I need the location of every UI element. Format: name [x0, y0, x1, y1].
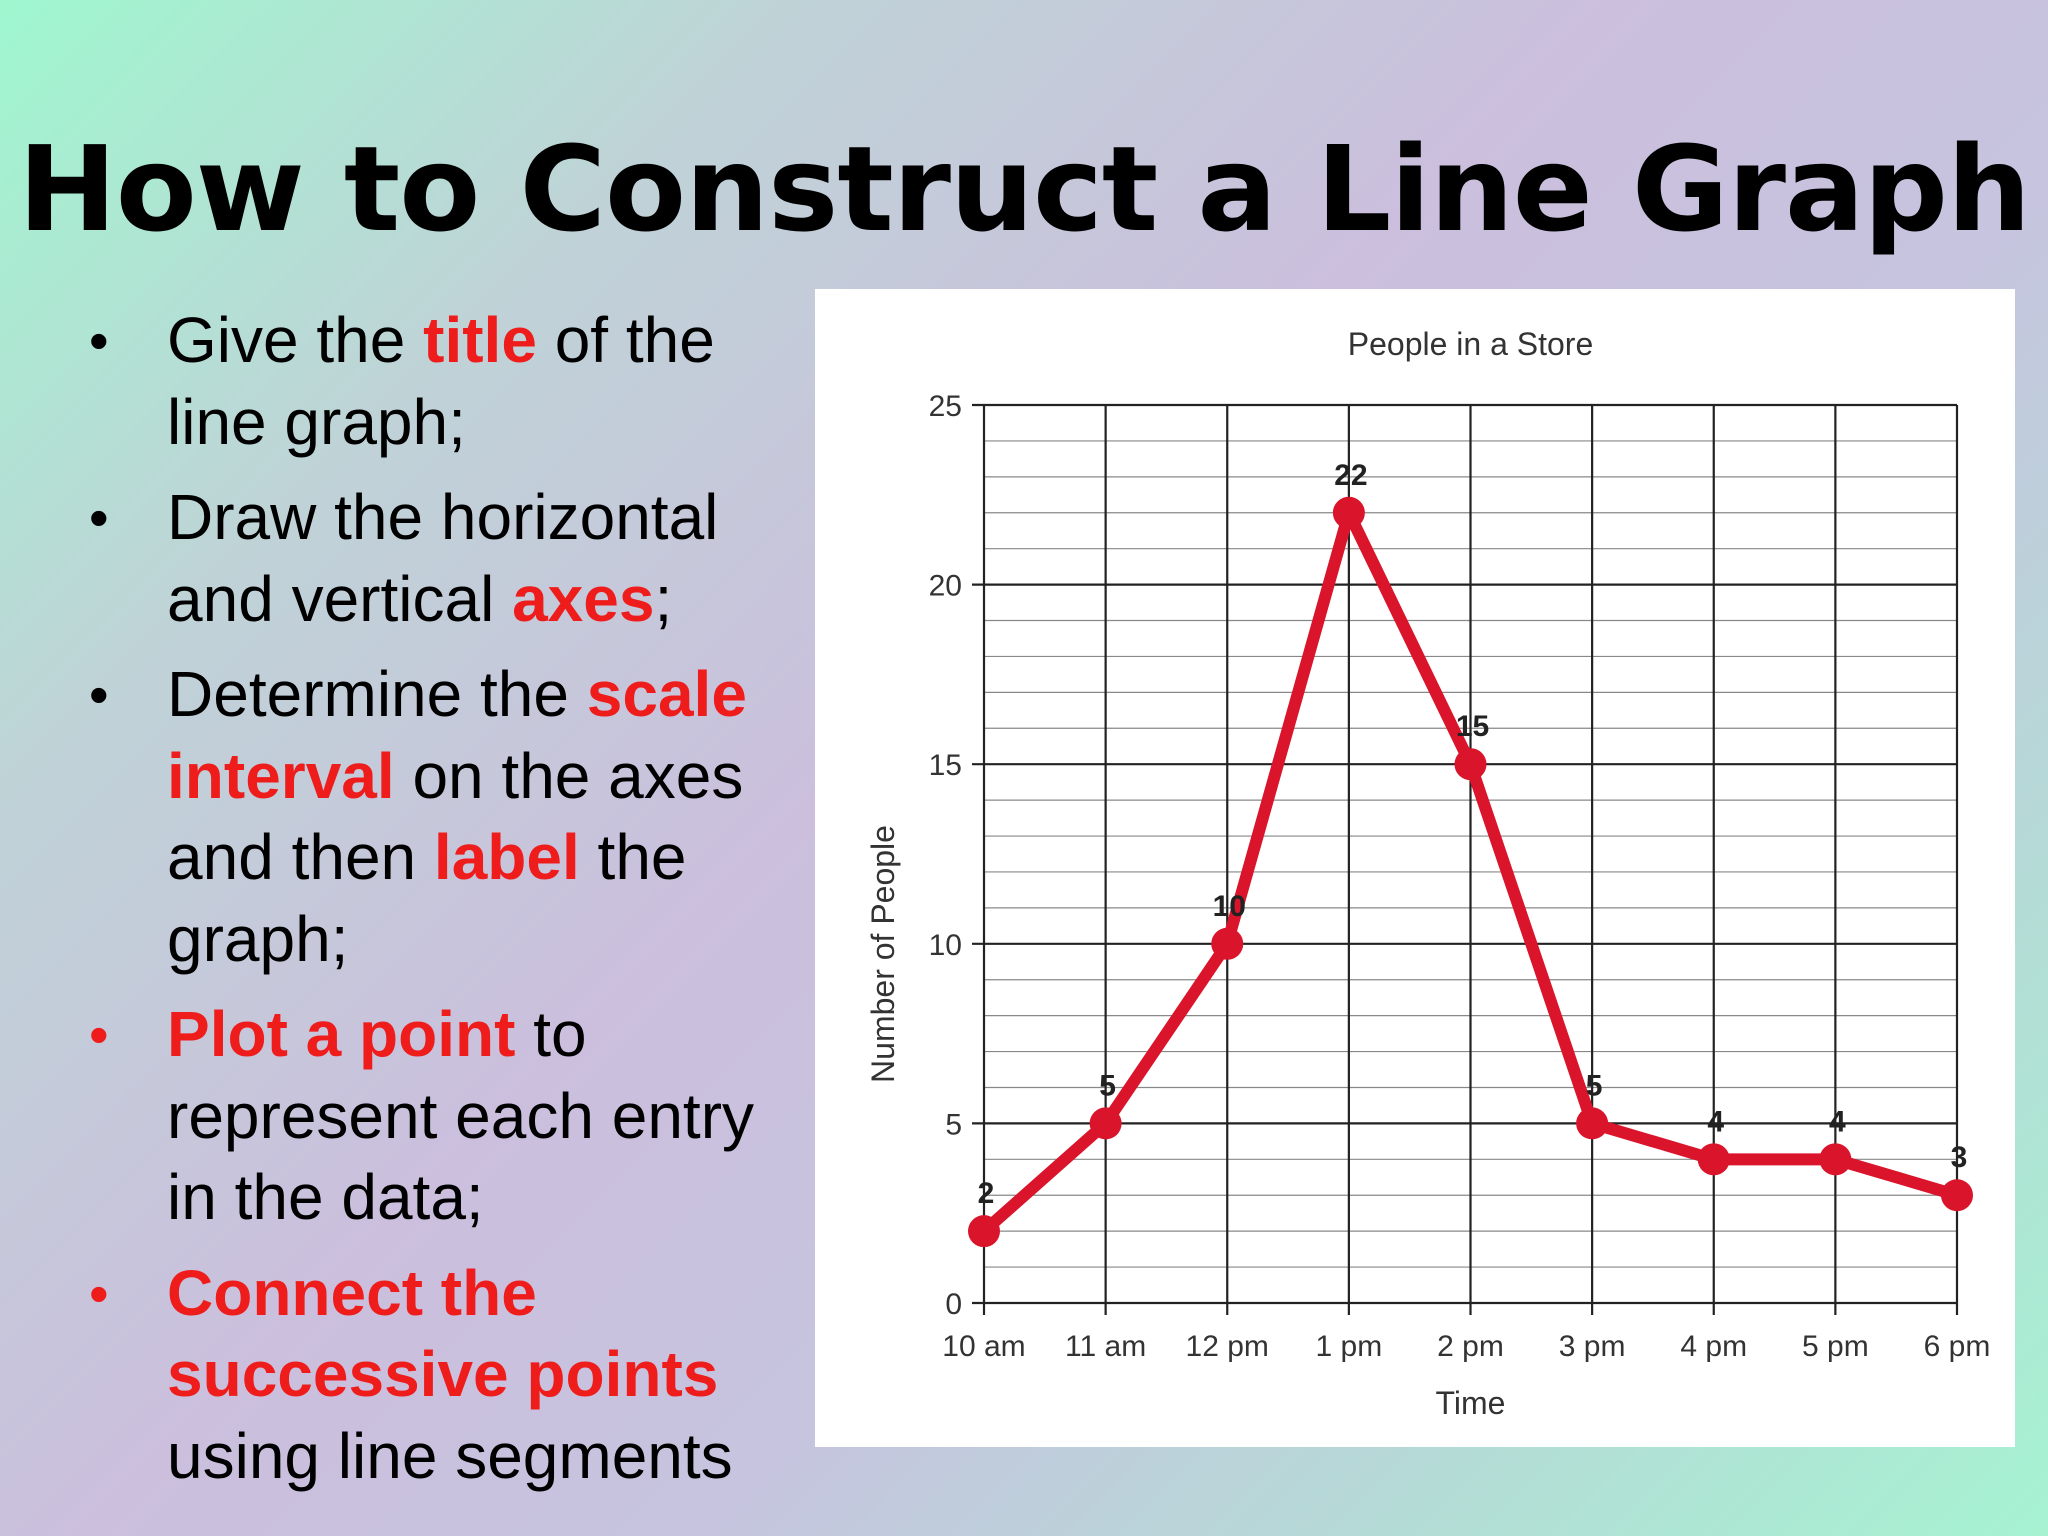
bullet-marker: • [89, 1003, 109, 1066]
bullet-marker: • [89, 1261, 109, 1325]
bullet-text: to represent each entry in the data; [167, 998, 754, 1233]
bullet-keyword: label [433, 821, 580, 893]
data-label: 2 [977, 1177, 995, 1211]
bullet-keyword: title [423, 304, 537, 376]
data-label: 4 [1829, 1105, 1846, 1139]
data-point [1090, 1107, 1122, 1139]
bullet-item [85, 994, 815, 1239]
bullet-list [85, 300, 815, 1511]
data-label: 3 [1950, 1141, 1968, 1175]
x-tick-label: 2 pm [1437, 1330, 1504, 1363]
x-tick-label: 12 pm [1185, 1330, 1269, 1363]
y-tick-label: 25 [928, 390, 962, 423]
data-label: 5 [1585, 1069, 1603, 1103]
x-tick-label: 4 pm [1680, 1330, 1748, 1363]
bullet-item [85, 654, 815, 980]
bullet-marker: • [89, 309, 109, 372]
data-point [1576, 1107, 1608, 1139]
data-label: 4 [1707, 1105, 1725, 1139]
bullet-marker: • [89, 663, 109, 726]
x-tick-label: 1 pm [1315, 1330, 1383, 1363]
y-tick-label: 20 [928, 569, 962, 603]
bullet-item [85, 1253, 815, 1498]
bullet-item [85, 477, 815, 640]
bullet-text: on the axes and then [167, 739, 744, 893]
x-tick-label: 6 pm [1923, 1330, 1991, 1363]
y-tick-label: 10 [928, 928, 962, 962]
chart-panel [815, 289, 2015, 1447]
y-tick-label: 5 [945, 1108, 962, 1142]
x-tick-label: 11 am [1065, 1330, 1147, 1363]
y-tick-label: 15 [928, 749, 962, 783]
data-label: 5 [1099, 1069, 1116, 1103]
y-tick-label: 0 [945, 1288, 962, 1321]
bullet-item [85, 300, 815, 463]
data-point [968, 1215, 1000, 1247]
data-point [1455, 748, 1487, 780]
data-point [1211, 928, 1243, 960]
bullet-text: Draw the horizontal and vertical [167, 481, 719, 635]
x-tick-label: 3 pm [1558, 1330, 1626, 1363]
bullet-keyword: Plot a point [167, 998, 516, 1070]
bullet-text: Give the [167, 304, 424, 376]
data-label: 22 [1334, 458, 1368, 492]
bullet-keyword: axes [512, 562, 655, 635]
chart-title: People in a Store [1347, 326, 1594, 362]
slide-title: How to Construct a Line Graph [17, 120, 2031, 258]
bullet-text: ; [654, 562, 673, 635]
data-point [1333, 497, 1365, 529]
x-axis-title: Time [1435, 1385, 1506, 1421]
data-point [1941, 1179, 1973, 1211]
x-tick-label: 5 pm [1802, 1330, 1869, 1363]
data-label: 10 [1212, 889, 1246, 923]
bullet-marker: • [89, 486, 109, 549]
x-tick-label: 10 am [942, 1330, 1026, 1363]
bullet-keyword: Connect the successive points [167, 1256, 719, 1410]
y-axis-title: Number of People [865, 825, 901, 1083]
data-point [1698, 1143, 1730, 1175]
bullet-text: using line segments [167, 1419, 733, 1492]
bullet-text: the graph; [167, 821, 687, 975]
bullet-keyword: scale interval [167, 658, 747, 812]
bullet-text: Determine the [167, 658, 587, 730]
data-label: 15 [1455, 710, 1490, 744]
line-chart [815, 289, 2015, 1447]
bullet-text: of the line graph; [167, 304, 715, 458]
data-point [1819, 1143, 1851, 1175]
